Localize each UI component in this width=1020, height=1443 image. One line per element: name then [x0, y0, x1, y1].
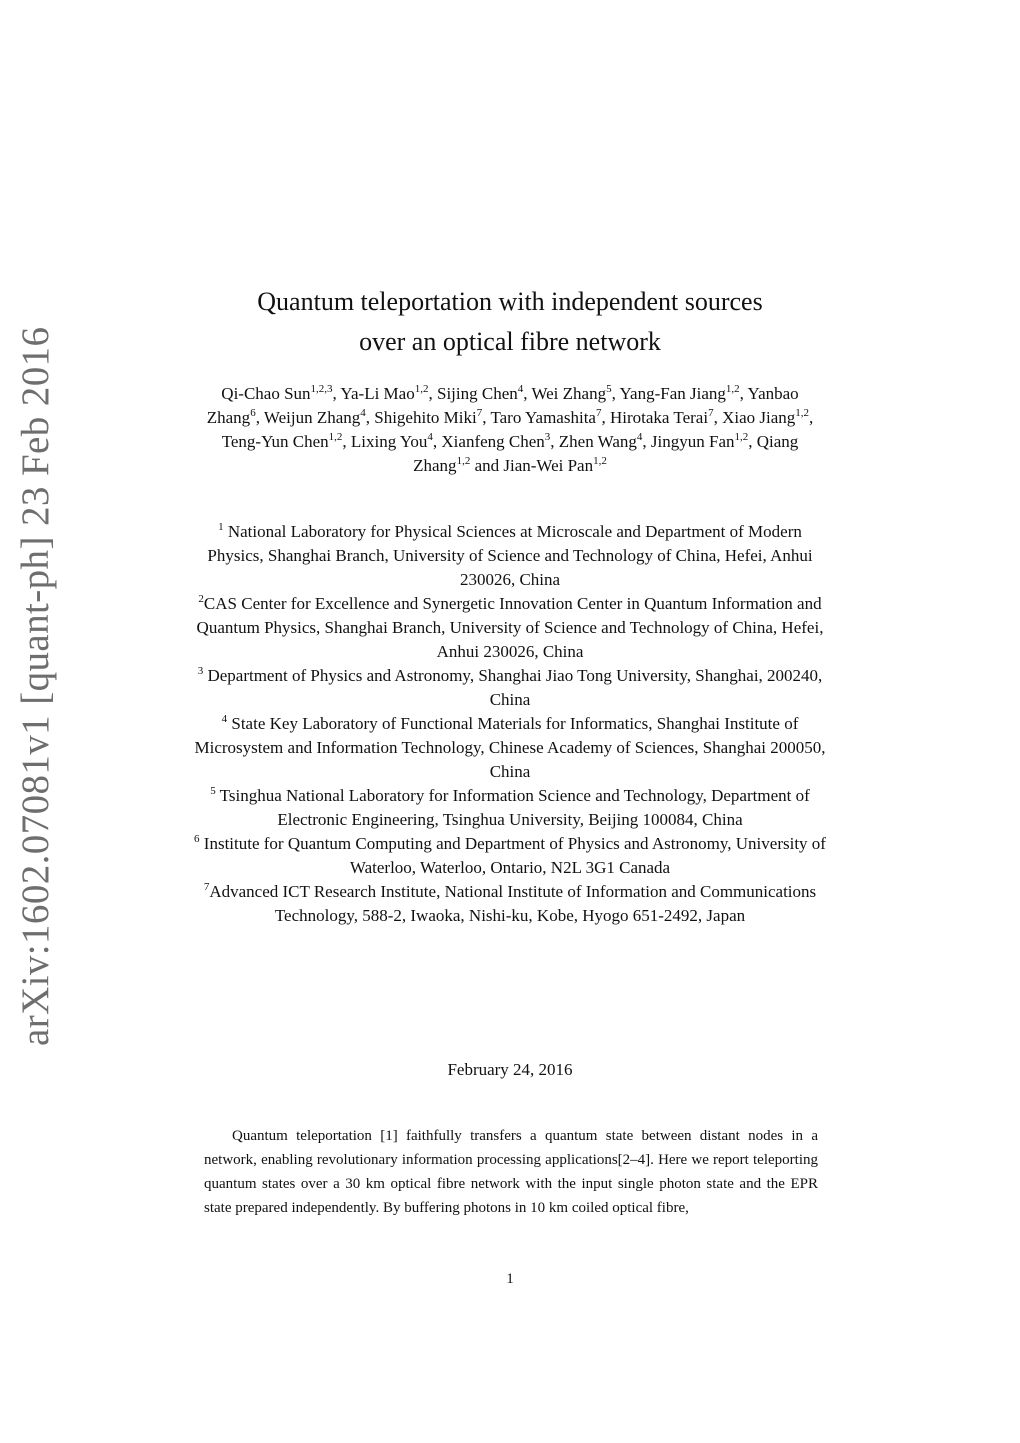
- author-separator: ,: [739, 384, 748, 403]
- affiliation-number: 6: [194, 833, 200, 845]
- author-name: Qi-Chao Sun: [221, 384, 311, 403]
- affiliation-item: [190, 784, 830, 832]
- affiliation-text: Institute for Quantum Computing and Department of Physics and Astronomy, University of Waterloo, Waterloo, Ontario, N2L 3G1 Canada: [199, 834, 826, 877]
- affiliation-text: National Laboratory for Physical Sciences at Microscale and Department of Modern Physics, Shanghai Branch, University of Science and Technology of China, Hefei, Anhui 230026, China: [207, 522, 813, 589]
- affiliation-number: 1: [218, 521, 224, 533]
- author-list: [200, 382, 820, 478]
- author-affiliation-marker: 7: [595, 407, 602, 419]
- author-name: Teng-Yun Chen: [221, 432, 329, 451]
- abstract-text: Quantum teleportation [1] faithfully transfers a quantum state between distant nodes in a network, enabling revolutionary information processing applications[2–4]. Here we report teleporting quantum states over a 30 km optical fibre network with the input single photon state and the EPR state prepared independently. By buffering photons in 10 km coiled optical fibre,: [204, 1128, 818, 1216]
- author-affiliation-marker: 7: [708, 407, 714, 419]
- author-separator: ,: [748, 432, 757, 451]
- author-name: Yanbao Zhang: [206, 384, 799, 427]
- author-name: Qiang Zhang: [413, 432, 799, 475]
- author-separator: ,: [809, 408, 814, 427]
- author-affiliation-marker: 1,2: [725, 383, 740, 395]
- affiliation-item: [190, 592, 830, 664]
- author-affiliation-marker: 4: [360, 407, 366, 419]
- author-name: Shigehito Miki: [374, 408, 477, 427]
- author-affiliation-marker: 1,2: [414, 383, 429, 395]
- author-affiliation-marker: 4: [636, 431, 643, 443]
- author-name: Weijun Zhang: [263, 408, 361, 427]
- author-separator: ,: [642, 432, 651, 451]
- author-affiliation-marker: 1,2: [456, 455, 471, 467]
- author-affiliation-marker: 1,2: [734, 431, 749, 443]
- title-line-1: Quantum teleportation with independent sources: [257, 287, 763, 316]
- author-affiliation-marker: 1,2: [795, 407, 809, 419]
- author-separator: ,: [432, 432, 442, 451]
- author-name: Xianfeng Chen: [441, 432, 545, 451]
- affiliation-number: 3: [197, 665, 204, 677]
- author-name: Lixing You: [350, 432, 428, 451]
- affiliation-text: Advanced ICT Research Institute, National Institute of Information and Communications Technology, 588-2, Iwaoka, Nishi-ku, Kobe, Hyogo 651-2492, Japan: [209, 882, 817, 925]
- author-separator: ,: [332, 384, 341, 403]
- author-separator: ,: [428, 384, 437, 403]
- arxiv-identifier-stamp: arXiv:1602.07081v1 [quant-ph] 23 Feb 2016: [14, 326, 57, 1046]
- author-name: Yang-Fan Jiang: [619, 384, 726, 403]
- author-separator: ,: [342, 432, 351, 451]
- author-name: Ya-Li Mao: [340, 384, 415, 403]
- author-affiliation-marker: 6: [250, 407, 256, 419]
- affiliation-number: 4: [221, 713, 228, 725]
- author-affiliation-marker: 3: [544, 431, 551, 443]
- affiliation-list: [190, 520, 830, 928]
- author-separator: ,: [611, 384, 620, 403]
- affiliation-text: State Key Laboratory of Functional Materials for Informatics, Shanghai Institute of Microsystem and Information Technology, Chinese Academy of Sciences, Shanghai 200050, China: [194, 714, 826, 781]
- affiliation-item: [190, 664, 830, 712]
- author-name: Jingyun Fan: [650, 432, 735, 451]
- author-name: Xiao Jiang: [722, 408, 796, 427]
- affiliation-text: Tsinghua National Laboratory for Information Science and Technology, Department of Electronic Engineering, Tsinghua University, Beijing 100084, China: [215, 786, 810, 829]
- affiliation-item: [190, 832, 830, 880]
- affiliation-number: 2: [198, 593, 204, 605]
- paper-date: February 24, 2016: [447, 1060, 573, 1079]
- author-name: Jian-Wei Pan: [503, 456, 594, 475]
- affiliation-text: CAS Center for Excellence and Synergetic Innovation Center in Quantum Information and Quantum Physics, Shanghai Branch, University of Science and Technology of China, Hefei, Anhui 230026, China: [196, 594, 824, 661]
- author-separator: ,: [365, 408, 375, 427]
- author-affiliation-marker: 4: [517, 383, 524, 395]
- author-affiliation-marker: 1,2: [328, 431, 343, 443]
- affiliation-item: [190, 520, 830, 592]
- title-line-2: over an optical fibre network: [359, 327, 661, 356]
- author-separator: ,: [713, 408, 723, 427]
- author-separator: ,: [255, 408, 264, 427]
- author-affiliation-marker: 4: [427, 431, 433, 443]
- author-separator: ,: [601, 408, 610, 427]
- author-affiliation-marker: 7: [476, 407, 483, 419]
- affiliation-item: [190, 712, 830, 784]
- author-affiliation-marker: 1,2: [593, 455, 607, 467]
- affiliation-number: 7: [203, 881, 210, 893]
- author-separator: and: [470, 456, 504, 475]
- affiliation-text: Department of Physics and Astronomy, Shanghai Jiao Tong University, Shanghai, 200240, China: [203, 666, 823, 709]
- author-separator: ,: [482, 408, 491, 427]
- author-separator: ,: [523, 384, 532, 403]
- author-name: Zhen Wang: [558, 432, 637, 451]
- author-name: Hirotaka Terai: [609, 408, 709, 427]
- author-separator: ,: [550, 432, 559, 451]
- author-name: Taro Yamashita: [490, 408, 596, 427]
- author-affiliation-marker: 5: [606, 383, 612, 395]
- paper-title: [160, 282, 860, 362]
- author-affiliation-marker: 1,2,3: [310, 383, 333, 395]
- affiliation-number: 5: [210, 785, 216, 797]
- page-number: 1: [506, 1271, 514, 1287]
- author-name: Sijing Chen: [436, 384, 518, 403]
- affiliation-item: [190, 880, 830, 928]
- author-name: Wei Zhang: [531, 384, 607, 403]
